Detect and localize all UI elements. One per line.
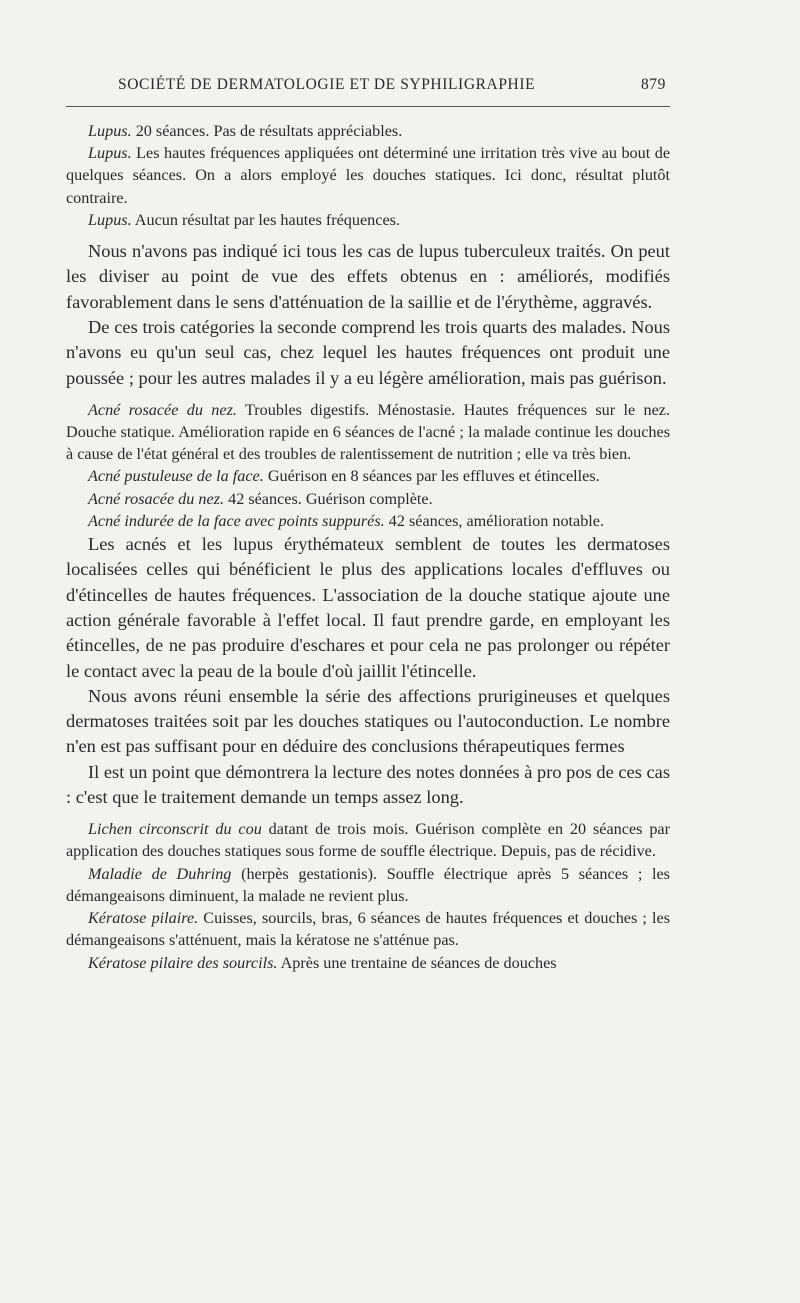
body-paragraph: Nous n'avons pas indiqué ici tous les cas de lupus tuberculeux traités. On peut les diviser au point de vue des effets obtenus en : améliorés, modifiés favorablement dans le sens d'atténuation de la saillie et de l'érythème, aggravés. (66, 241, 670, 312)
case-text: Guérison en 8 séances par les effluves et étincelles. (263, 467, 600, 486)
case-text: Les hautes fréquences appliquées ont déterminé une irritation très vive au bout de quelques séances. On a alors employé les douches statiques. Ici donc, résultat plutôt contraire. (66, 144, 670, 207)
body-paragraph: Il est un point que démontrera la lecture des notes données à pro pos de ces cas : c'est que le traitement demande un temps assez long. (66, 761, 670, 807)
case-paragraph (66, 510, 670, 532)
case-text: Après une trentaine de séances de douches (277, 953, 557, 972)
case-label: Acné indurée de la face avec points suppurés. (88, 511, 385, 530)
page-number: 879 (640, 76, 666, 93)
case-label: Lupus. (88, 144, 132, 163)
case-text: 42 séances. Guérison complète. (224, 489, 433, 508)
case-text: Troubles digestifs. Ménostasie. Hautes fréquences sur le nez. Douche statique. Amélioration rapide en 6 séances de l'acné ; la malade continue les douches à cause de l'état général et des troubles de ralentissement de nutrition ; elle va très bien. (66, 400, 670, 464)
case-text: datant de trois mois. Guérison complète en 20 séances par application des douches statiques sous forme de souffle électrique. Depuis, pas de récidive. (66, 820, 670, 861)
case-label: Lupus. (88, 122, 132, 140)
case-text: (herpès gestationis). Souffle électrique après 5 séances ; les démangeaisons diminuent, la malade ne revient plus. (66, 864, 670, 905)
case-label: Acné rosacée du nez. (88, 400, 237, 419)
case-label: Acné rosacée du nez. (88, 489, 225, 508)
case-text: Aucun résultat par les hautes fréquences. (131, 210, 400, 229)
case-label: Lupus. (88, 210, 132, 229)
case-paragraph (66, 952, 670, 974)
body-paragraph: Nous avons réuni ensemble la série des affections prurigineuses et quelques dermatoses traitées soit par les douches statiques ou l'autoconduction. Le nombre n'en est pas suffisant pour en déduire des conclusions thérapeutiques fermes (66, 685, 670, 757)
case-label: Kératose pilaire. (88, 909, 199, 928)
case-label: Acné pustuleuse de la face. (88, 467, 264, 486)
case-paragraph (66, 818, 670, 862)
case-paragraph (66, 142, 670, 209)
case-text: Cuisses, sourcils, bras, 6 séances de hautes fréquences et douches ; les démangeaisons s'atténuent, mais la kératose ne s'atténue pas. (66, 909, 671, 950)
case-text: 42 séances, amélioration notable. (384, 511, 605, 530)
running-title: SOCIÉTÉ DE DERMATOLOGIE ET DE SYPHILIGRAPHIE (118, 76, 536, 93)
body-text (66, 120, 670, 974)
case-label: Kératose pilaire des sourcils. (88, 953, 278, 972)
case-paragraph (66, 465, 670, 487)
case-label: Lichen circonscrit du cou (88, 820, 262, 839)
case-text: 20 séances. Pas de résultats appréciables. (131, 122, 403, 140)
running-header (118, 76, 666, 94)
case-paragraph (66, 120, 670, 142)
case-paragraph (66, 399, 670, 466)
body-paragraph: De ces trois catégories la seconde comprend les trois quarts des malades. Nous n'avons eu qu'un seul cas, chez lequel les hautes fréquences ont produit une poussée ; pour les autres malades il y a eu légère amélioration, mais pas guérison. (66, 316, 670, 388)
case-paragraph (66, 907, 670, 951)
header-rule (66, 106, 670, 107)
case-paragraph (66, 863, 670, 907)
case-paragraph (66, 209, 670, 231)
case-paragraph (66, 488, 670, 510)
case-label: Maladie de Duhring (88, 864, 232, 883)
body-paragraph: Les acnés et les lupus érythémateux semblent de toutes les dermatoses localisées celles qui bénéficient le plus des applications locales d'effluves ou d'étincelles de hautes fréquences. L'association de la douche statique ajoute une action générale favorable à l'effet local. Il faut prendre garde, en employant les étincelles, de ne pas produire d'eschares et pour cela ne pas prolonger ou répéter le contact avec la peau de la boule d'où jaillit l'étincelle. (66, 534, 670, 681)
